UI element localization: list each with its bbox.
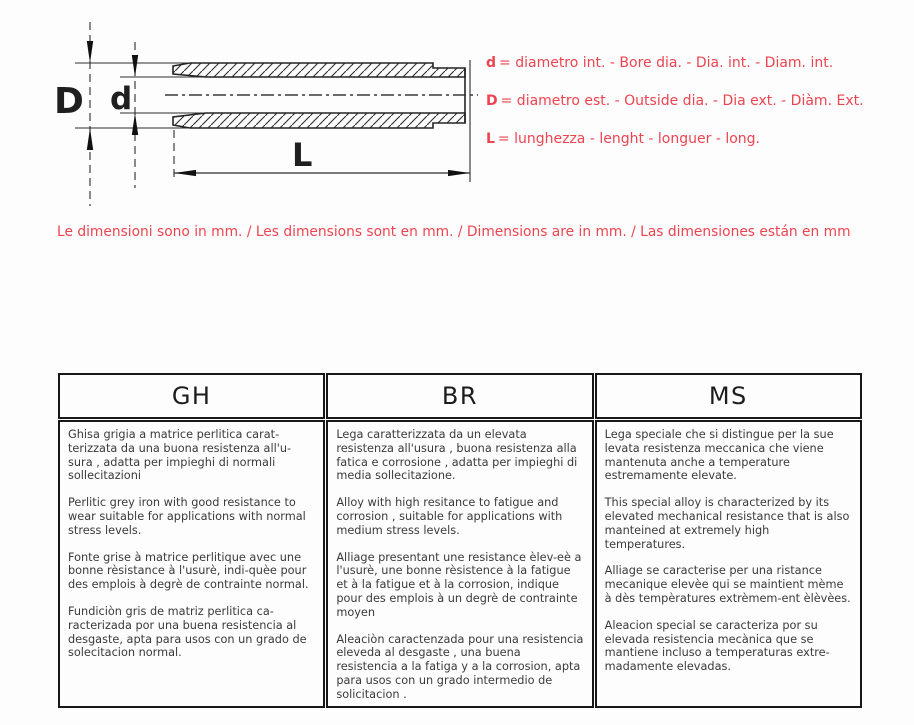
ms-description-italian: Lega speciale che si distingue per la sue levata resistenza meccanica che viene mantenuta anche a temperature estremamente elevate. [604,428,834,483]
legend-key-D: D [486,93,498,109]
bore-dia-arrow-bottom [132,113,138,135]
legend-outer-dia [486,93,906,109]
gh-description-french: Fonte grise à matrice perlitique avec une bonne rèsistance à l'usurè, indi-quèe pour des emplois à degrè de contrainte normal. [68,550,309,592]
dimensions-note: Le dimensioni sono in mm. / Les dimensions sont en mm. / Dimensions are in mm. / Las dimensiones están en mm [57,224,851,240]
ms-description-french: Alliage se caracterise per una ristance mecanique elevèe qui se maintient mème à dès tempèratures extrèmem-ent èlèvèes. [604,564,851,605]
bore-dia-arrow-top [132,55,138,77]
bushing-wall-bottom [173,113,465,128]
outer-dia-label: D [54,81,84,122]
outer-dia-arrow-bottom [87,128,93,150]
outer-dia-arrow-top [87,41,93,63]
dimension-legend [486,55,906,169]
bushing-wall-top [173,63,465,77]
material-header-br: BR [326,373,593,419]
materials-body-row [58,420,862,708]
bushing-section-drawing [40,8,490,213]
br-description-french: Alliage presentant une resistance èlev-eè a l'usurè, une bonne rèsistence à la fatigue et à la fatigue et à la corrosion, indique pour des emplois à un degrè de contrainte moyen [336,550,582,619]
gh-description-italian: Ghisa grigia a matrice perlitica carat-terizzata da una buona resistenza all'u-sura , adatta per impieghi di normali sollecitazioni [68,428,292,483]
bore-dia-label: d [110,81,133,117]
legend-key-L: L [486,131,495,147]
materials-table [57,372,863,709]
material-header-ms: MS [595,373,862,419]
ms-description-spanish: Aleacion special se caracteriza por su elevada resistencia mecànica que se mantiene incluso a temperaturas extre-madamente elevadas. [604,618,830,674]
br-description-italian: Lega caratterizzata da un elevata resistenza all'usura , buona resistenza alla fatica e corrosione , adatta per impieghi di media sollecitazione. [336,428,578,483]
materials-header-row [58,373,862,419]
length-label: L [292,136,313,174]
material-column-ms [595,420,862,708]
legend-key-d: d [486,55,497,71]
ms-description-english: This special alloy is characterized by its elevated mechanical resistance that is also manteined at extremely high temperatures. [604,496,850,551]
gh-description-spanish: Fundiciòn gris de matriz perlitica ca-racterizada por una buena resistencia al desgaste, apta para usos con un grado de solecitacion normal. [68,604,307,660]
br-description-spanish: Aleaciòn caractenzada pour una resistencia eleveda al desgaste , una buena resistencia a la fatiga y a la corrosion, apta para usos con un grado intermedio de solicitacion . [336,632,584,701]
length-arrow-left [174,170,196,176]
legend-text-d: = diametro int. - Bore dia. - Dia. int. - Diam. int. [499,55,834,71]
legend-bore-dia [486,55,906,71]
legend-text-L: = lunghezza - lenght - longuer - long. [497,131,760,147]
gh-description-english: Perlitic grey iron with good resistance to wear suitable for applications with normal stress levels. [68,496,306,537]
br-description-english: Alloy with high resitance to fatigue and corrosion , suitable for applications with medium stress levels. [336,496,563,537]
length-arrow-right [448,170,470,176]
material-header-gh: GH [58,373,325,419]
legend-length [486,131,906,147]
material-column-br [326,420,593,708]
legend-text-D: = diametro est. - Outside dia. - Dia ext. - Diàm. Ext. [500,93,864,109]
material-column-gh [58,420,325,708]
